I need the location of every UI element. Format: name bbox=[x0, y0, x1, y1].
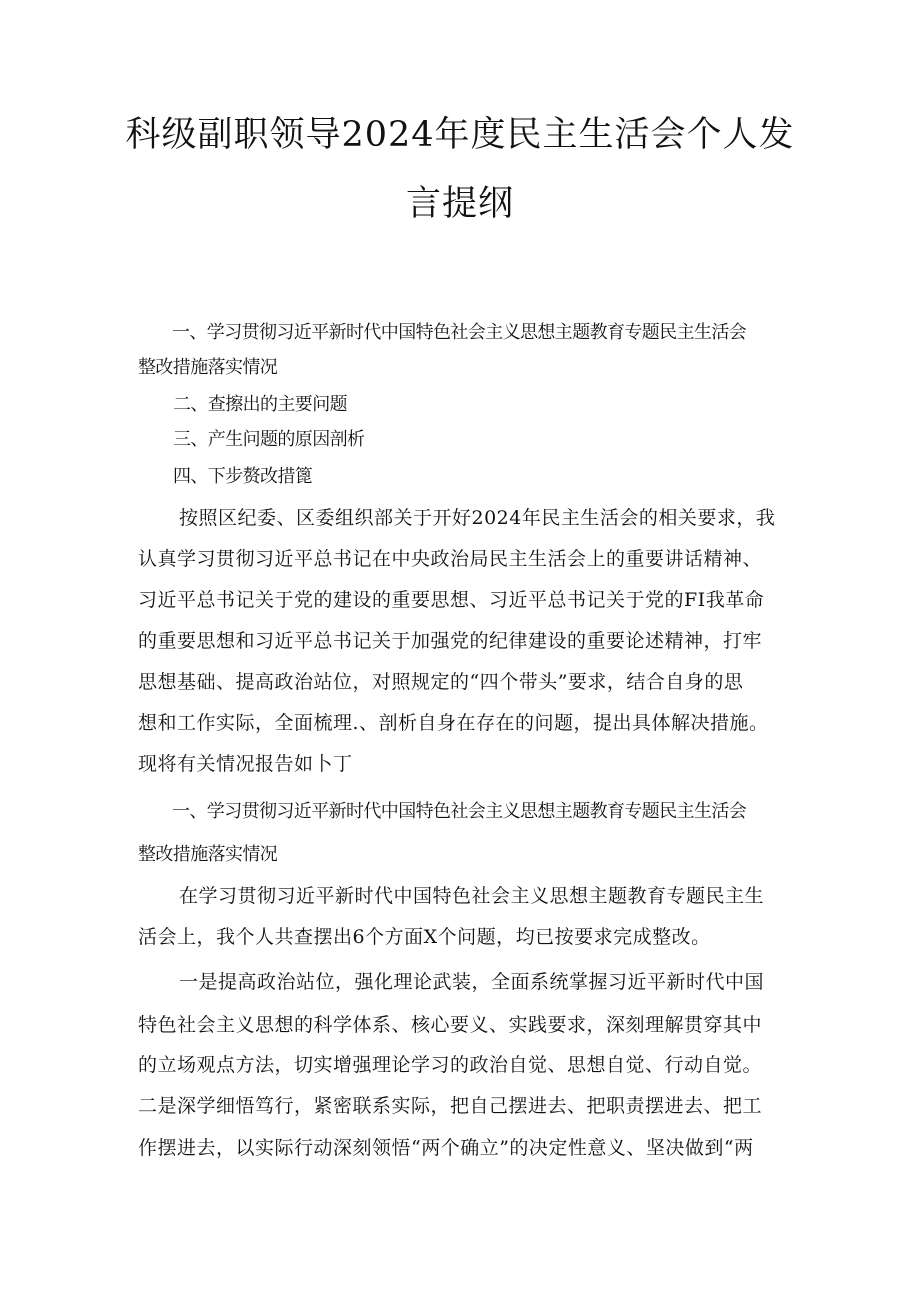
intro-line-1: 按照区纪委、区委组织部关于开好2024年民主生活会的相关要求，我 bbox=[179, 507, 776, 529]
section-1-paragraph-1-line-2: 活会上，我个人共查摆出6个方面X个问题，均已按要求完成整改。 bbox=[138, 926, 711, 948]
outline-item-4: 四、下步赘改措篦 bbox=[173, 466, 313, 487]
intro-line-3: 习近平总书记关于党的建设的重要思想、习近平总书记关于党的FI我革命 bbox=[138, 589, 765, 611]
intro-line-5: 思想基础、提高政治站位，对照规定的“四个带头”要求，结合自身的思 bbox=[138, 671, 744, 693]
document-title-line-2: 言提纲 bbox=[405, 184, 514, 224]
outline-item-1-line-1: 一、学习贯彻习近平新时代中国特色社会主义思想主题教育专题民主生活会 bbox=[172, 322, 747, 343]
outline-item-1-line-2: 整改措施落实情况 bbox=[138, 357, 278, 378]
intro-line-2: 认真学习贯彻习近平总书记在中央政治局民主生活会上的重要讲话精神、 bbox=[138, 548, 763, 570]
section-1-paragraph-1-line-1: 在学习贯彻习近平新时代中国特色社会主义思想主题教育专题民主生 bbox=[179, 885, 765, 907]
section-1-paragraph-2-line-2: 特色社会主义思想的科学体系、核心要义、实践要求，深刻理解贯穿其中 bbox=[138, 1014, 763, 1036]
section-1-paragraph-2-line-3: 的立场观点方法，切实增强理论学习的政治自觉、思想自觉、行动自觉。 bbox=[138, 1054, 763, 1076]
section-1-heading-line-2: 整改措施落实情况 bbox=[138, 844, 278, 865]
outline-item-2: 二、查擦出的主要问题 bbox=[173, 394, 347, 415]
document-title-line-1: 科级副职领导2024年度民主生活会个人发 bbox=[125, 115, 795, 155]
section-1-heading-line-1: 一、学习贯彻习近平新时代中国特色社会主义思想主题教育专题民主生活会 bbox=[172, 801, 747, 822]
section-1-paragraph-2-line-1: 一是提高政治站位，强化理论武装，全面系统掌握习近平新时代中国 bbox=[179, 971, 765, 993]
intro-line-6: 想和工作实际，全面梳理.、剖析自身在存在的问题，提出具体解决措施。 bbox=[138, 712, 769, 734]
intro-line-4: 的重要思想和习近平总书记关于加强党的纪律建设的重要论述精神，打牢 bbox=[138, 630, 763, 652]
outline-item-3: 三、产生问题的原因剖析 bbox=[173, 429, 365, 450]
section-1-paragraph-2-line-4: 二是深学细悟笃行，紧密联系实际，把自己摆进去、把职责摆进去、把工 bbox=[138, 1095, 763, 1117]
intro-line-7: 现将有关情况报告如卜丁 bbox=[138, 753, 353, 775]
section-1-paragraph-2-line-5: 作摆进去，以实际行动深刻领悟“两个确立”的决定性意义、坚决做到“两 bbox=[138, 1137, 754, 1159]
